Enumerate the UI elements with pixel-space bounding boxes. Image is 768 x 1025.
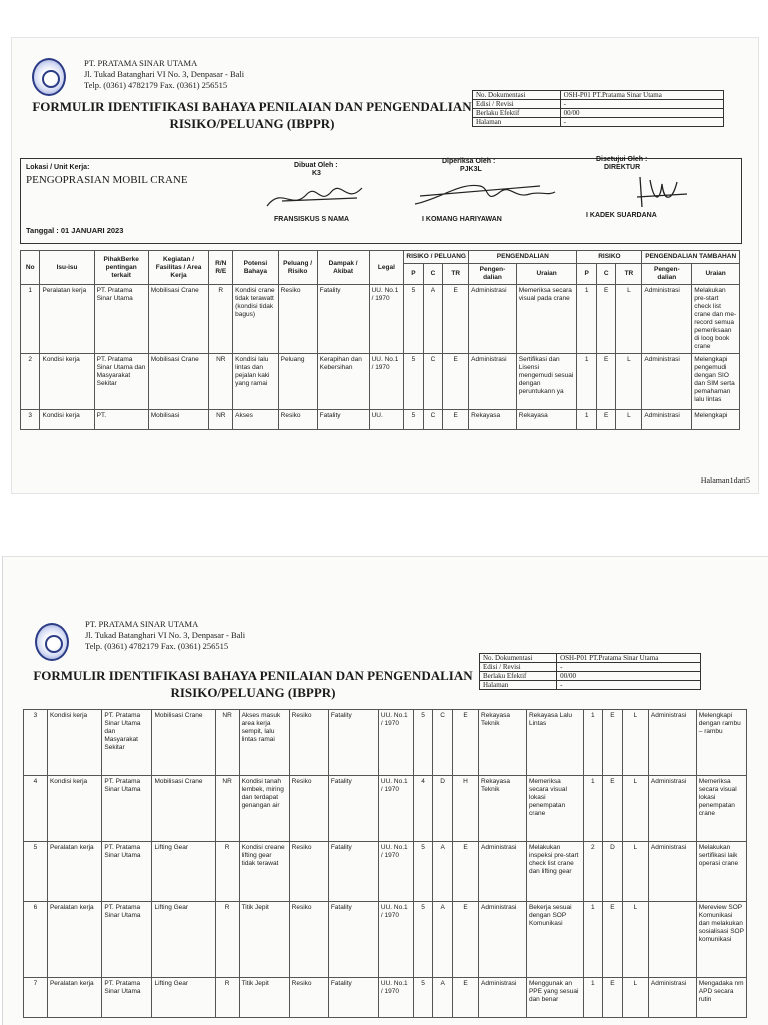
made-by-name: FRANSISKUS S NAMA bbox=[274, 216, 350, 223]
document-meta: No. Dokumentasi OSH-P01 PT.Pratama Sinar Utama Edisi / Revisi - Berlaku Efektif 00/00 Halaman - bbox=[479, 653, 701, 690]
company-info bbox=[85, 619, 245, 652]
checked-by-name: I KOMANG HARIYAWAN bbox=[422, 216, 502, 223]
approved-by-name: I KADEK SUARDANA bbox=[586, 212, 657, 219]
signature-checker-icon bbox=[410, 174, 560, 210]
document-meta: No. Dokumentasi OSH-P01 PT.Pratama Sinar Utama Edisi / Revisi - Berlaku Efektif 00/00 Halaman - bbox=[472, 90, 724, 127]
table-row: 2 Kondisi kerja PT. Pratama Sinar Utama dan Masyarakat Sekitar Mobilisasi Crane NR Kondisi lalu lintas dan pejalan kaki yang ramai Peluang Kerapihan dan Kebersihan UU. No.1 / 1970 5 C E Administrasi Sertifikasi dan Lisensi mengemudi sesuai dengan peruntukann ya 1 E L Administrasi Melengkapi pengemudi dengan SIO dan SIM serta pemahaman lalu lintas bbox=[21, 354, 740, 410]
location-value: PENGOPRASIAN MOBIL CRANE bbox=[26, 174, 188, 186]
company-info bbox=[84, 58, 244, 91]
risk-table-page-2 bbox=[23, 709, 747, 1018]
approved-by-role: DIREKTUR bbox=[604, 164, 641, 171]
company-phone: Telp. (0361) 4782179 Fax. (0361) 256515 bbox=[84, 80, 228, 90]
form-title: FORMULIR IDENTIFIKASI BAHAYA PENILAIAN DAN PENGENDALIAN RISIKO/PELUANG (IBPPR) bbox=[32, 99, 472, 131]
signature-maker-icon bbox=[262, 176, 372, 216]
risk-table-page-1: No Isu-isu PihakBerke pentingan terkait Kegiatan / Fasilitas / Area Kerja R/N R/E Potensi Bahaya Peluang / Risiko Dampak / Akibat Legal RISIKO / PELUANG PENGENDALIAN RISIKO PENGENDALIAN TAMBAHAN P C TR Pengen- dalian Uraian P C TR Pengen- dalian Uraian 1 Peralatan kerja PT. Pratama Sinar Utama Mobilisasi Crane R Kondisi crane tidak terawatt (kondisi tidak bagus) Resiko Fatality UU. No.1 / 1970 5 A E Administrasi Memeriksa secara visual pada crane 1 E L Administrasi Melakukan pre-start check list crane dan me-record semua pemeriksaan di loog book crane 2 Kondisi kerja PT. Pratama Sinar Utama dan Masyarakat Sekitar Mobilisasi Crane NR Kondisi lalu lintas dan pejalan kaki yang ramai Peluang Kerapihan dan Kebersihan UU. No.1 / 1970 5 C E Administrasi Sertifikasi dan Lisensi mengemudi sesuai dengan peruntukann ya 1 E L Administrasi Melengkapi pengemudi dengan SIO dan SIM serta pemahaman lalu lintas 3 Kondisi kerja PT. Mobilisasi NR Akses Resiko Fatality UU. 5 C E Rekayasa Rekayasa 1 E L Administrasi Melengkapi bbox=[20, 250, 740, 430]
table-row: 3 Kondisi kerja PT. Pratama Sinar Utama dan Masyarakat Sekitar Mobilisasi Crane NR Akses masuk area kerja sempit, lalu lintas ramai Resiko Fatality UU. No.1 / 1970 5 C E Rekayasa Teknik Rekayasa Lalu Lintas 1 E L Administrasi Melengkapi dengan rambu – rambu bbox=[24, 710, 747, 776]
table-row: 6 Peralatan kerja PT. Pratama Sinar Utama Lifting Gear R Titik Jepit Resiko Fatality UU. No.1 / 1970 5 A E Administrasi Bekerja sesuai dengan SOP Komunikasi 1 E L Mereview SOP Komunikasi dan melakukan sosialisasi SOP komunikasi bbox=[24, 902, 747, 978]
checked-by-role: PJK3L bbox=[460, 166, 482, 173]
signature-approver-icon bbox=[632, 172, 692, 212]
company-logo-icon bbox=[32, 58, 66, 96]
company-name: PT. PRATAMA SINAR UTAMA bbox=[84, 58, 198, 68]
approved-by-label: Disetujui Oleh : bbox=[596, 156, 648, 163]
table-row: 7 Peralatan kerja PT. Pratama Sinar Utama Lifting Gear R Titik Jepit Resiko Fatality UU. No.1 / 1970 5 A E Administrasi Menggunak an PPE yang sesuai dan benar 1 E L Administrasi Mengadaka nm APD secara rutin bbox=[24, 978, 747, 1018]
table-row: 4 Kondisi kerja PT. Pratama Sinar Utama Mobilisasi Crane NR Kondisi tanah lembek, miring dan terdapat genangan air Resiko Fatality UU. No.1 / 1970 4 D H Rekayasa Teknik Memeriksa secara visual lokasi penempatan crane 1 E L Administrasi Memeriksa secara visual lokasi penempatan crane bbox=[24, 776, 747, 842]
company-address: Jl. Tukad Batanghari VI No. 3, Denpasar - Bali bbox=[84, 69, 245, 79]
company-logo-icon bbox=[35, 623, 69, 661]
company-address: Jl. Tukad Batanghari VI No. 3, Denpasar - Bali bbox=[85, 630, 246, 640]
company-phone: Telp. (0361) 4782179 Fax. (0361) 256515 bbox=[85, 641, 229, 651]
page-1 bbox=[12, 38, 758, 493]
made-by-label: Dibuat Oleh : bbox=[294, 162, 338, 169]
table-row: 3 Kondisi kerja PT. Mobilisasi NR Akses Resiko Fatality UU. 5 C E Rekayasa Rekayasa 1 E L Administrasi Melengkapi bbox=[21, 410, 740, 430]
location-label: Lokasi / Unit Kerja: bbox=[26, 164, 90, 171]
date-label: Tanggal : 01 JANUARI 2023 bbox=[26, 226, 124, 235]
page-number: Halaman1dari5 bbox=[700, 476, 750, 485]
table-row: 1 Peralatan kerja PT. Pratama Sinar Utama Mobilisasi Crane R Kondisi crane tidak terawatt (kondisi tidak bagus) Resiko Fatality UU. No.1 / 1970 5 A E Administrasi Memeriksa secara visual pada crane 1 E L Administrasi Melakukan pre-start check list crane dan me-record semua pemeriksaan di loog book crane bbox=[21, 285, 740, 354]
page-2 bbox=[2, 556, 768, 1025]
company-name: PT. PRATAMA SINAR UTAMA bbox=[85, 619, 199, 629]
form-title: FORMULIR IDENTIFIKASI BAHAYA PENILAIAN DAN PENGENDALIAN RISIKO/PELUANG (IBPPR) bbox=[33, 668, 473, 700]
checked-by-label: Diperiksa Oleh : bbox=[442, 158, 496, 165]
table-row: 5 Peralatan kerja PT. Pratama Sinar Utama Lifting Gear R Kondisi creane lifting gear tidak terawat Resiko Fatality UU. No.1 / 1970 5 A E Administrasi Melakukan inspeksi pre-start check list crane dan lifting gear 2 D L Administrasi Melakukan sertifikasi laik operasi crane bbox=[24, 842, 747, 902]
made-by-role: K3 bbox=[312, 170, 321, 177]
